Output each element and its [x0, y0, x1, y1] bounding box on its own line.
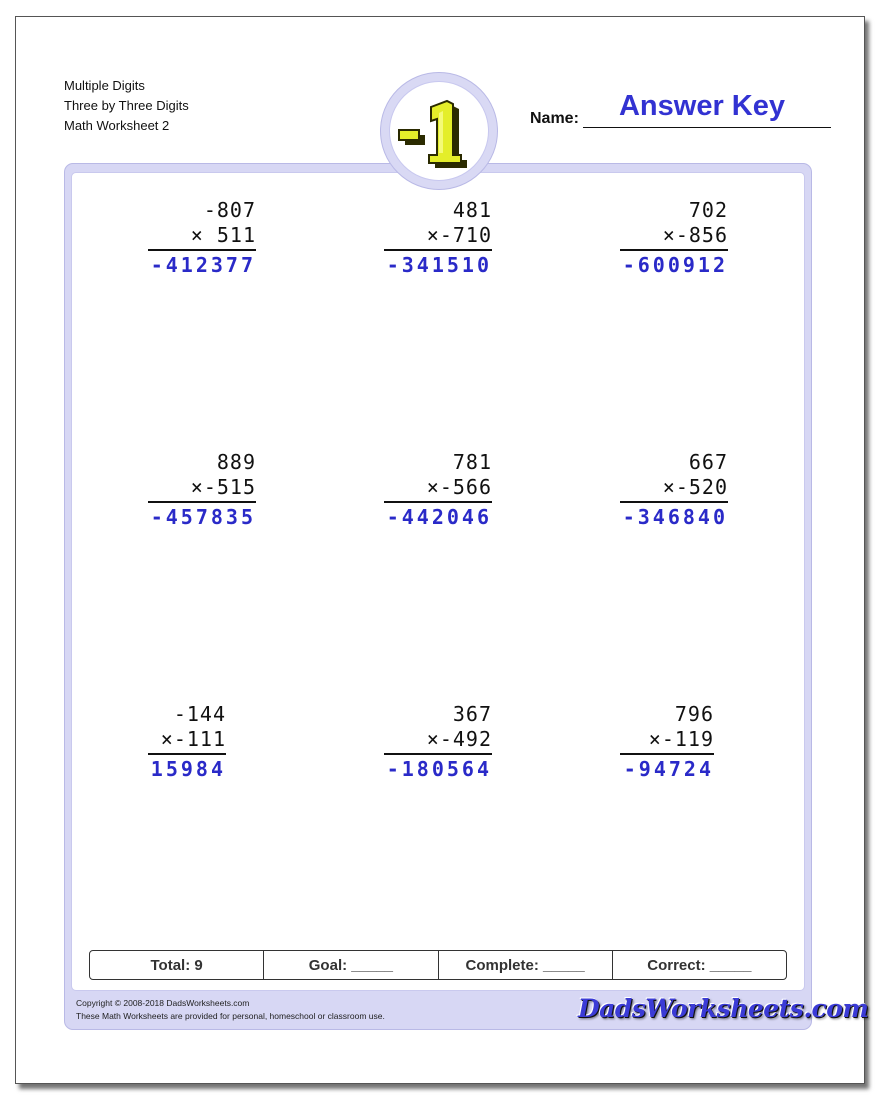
problem-6-bottom: ×-520	[662, 475, 728, 499]
problems-frame	[64, 163, 812, 1030]
worksheet-header	[64, 76, 189, 136]
problem-9-answer: -94724	[623, 757, 714, 781]
problem-9-top: 796	[674, 702, 714, 726]
problem-1-top: -807	[203, 198, 256, 222]
problem-9	[620, 702, 714, 784]
problem-1-answer: -412377	[150, 253, 256, 277]
problem-2-top: 481	[452, 198, 492, 222]
problem-7	[148, 702, 226, 784]
problem-2	[384, 198, 492, 280]
problem-1	[148, 198, 256, 280]
problem-6	[620, 450, 728, 532]
footer-copyright-block	[76, 997, 385, 1023]
header-line-3: Math Worksheet 2	[64, 118, 170, 133]
problem-8-top: 367	[452, 702, 492, 726]
problem-6-top: 667	[688, 450, 728, 474]
name-field-answer-key: Answer Key	[618, 90, 785, 122]
copyright-text: Copyright © 2008-2018 DadsWorksheets.com	[76, 998, 250, 1008]
badge-symbol-3d	[399, 101, 467, 168]
problem-2-bottom: ×-710	[426, 223, 492, 247]
problem-9-bottom: ×-119	[648, 727, 714, 751]
header-line-1: Multiple Digits	[64, 78, 145, 93]
problem-2-answer: -341510	[386, 253, 492, 277]
negative-one-badge-icon	[380, 72, 498, 190]
problem-7-answer: 15984	[150, 757, 226, 781]
problem-5	[384, 450, 492, 532]
score-complete: Complete: _____	[439, 951, 613, 979]
problem-8	[384, 702, 492, 784]
problem-4-top: 889	[216, 450, 256, 474]
name-line	[583, 127, 831, 128]
problem-4-bottom: ×-515	[190, 475, 256, 499]
problem-4	[148, 450, 256, 532]
usage-notice: These Math Worksheets are provided for personal, homeschool or classroom use.	[76, 1011, 385, 1021]
name-label: Name:	[530, 110, 579, 127]
problem-6-answer: -346840	[622, 505, 728, 529]
score-total: Total: 9	[90, 951, 264, 979]
problem-3	[620, 198, 728, 280]
score-goal: Goal: _____	[264, 951, 438, 979]
problem-7-top: -144	[173, 702, 226, 726]
problem-4-answer: -457835	[150, 505, 256, 529]
header-line-2: Three by Three Digits	[64, 98, 189, 113]
problem-8-bottom: ×-492	[426, 727, 492, 751]
problem-1-bottom: × 511	[190, 223, 256, 247]
problem-3-top: 702	[688, 198, 728, 222]
score-correct: Correct: _____	[647, 956, 752, 974]
problem-5-top: 781	[452, 450, 492, 474]
score-bar	[89, 950, 787, 980]
problem-7-bottom: ×-111	[160, 727, 226, 751]
problem-8-answer: -180564	[386, 757, 492, 781]
dadsworksheets-logo: DadsWorksheets.com	[578, 994, 869, 1023]
problem-5-answer: -442046	[386, 505, 492, 529]
problem-3-answer: -600912	[622, 253, 728, 277]
problems-area	[71, 172, 805, 991]
problem-3-bottom: ×-856	[662, 223, 728, 247]
problem-5-bottom: ×-566	[426, 475, 492, 499]
